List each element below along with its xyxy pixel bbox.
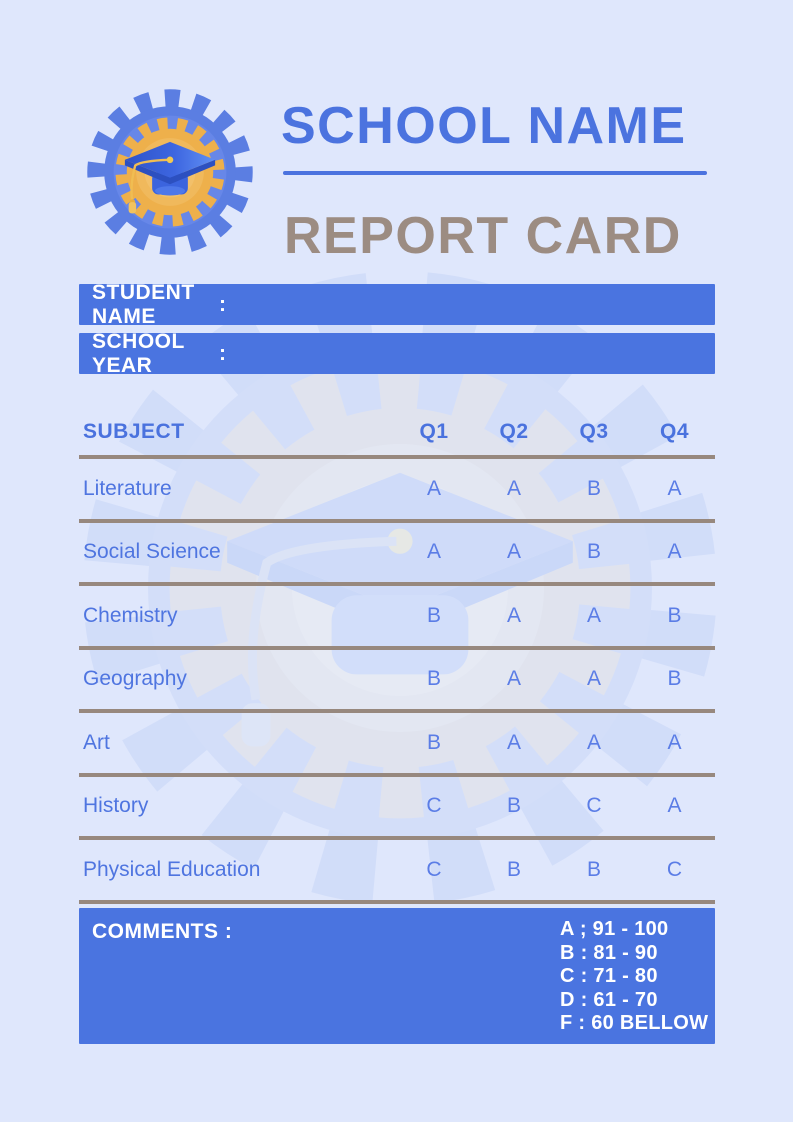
comments-input[interactable] [92, 950, 545, 1034]
grade-cell: B [506, 857, 521, 881]
grade-cell: B [586, 540, 601, 564]
grading-scale-line-b: B : 81 - 90 [560, 941, 658, 964]
column-header-q1: Q1 [419, 419, 449, 443]
grade-cell: A [667, 730, 682, 754]
grading-scale [560, 918, 710, 1036]
grades-table [79, 408, 715, 904]
grading-scale-line-d: D : 61 - 70 [560, 988, 658, 1011]
subject-name: Chemistry [83, 603, 178, 627]
grade-cell: A [667, 476, 682, 500]
school-year-label: SCHOOL YEAR [92, 329, 185, 377]
grading-scale-line-c: C : 71 - 80 [560, 965, 658, 987]
school-logo gear-graduation-cap-icon [76, 78, 264, 266]
grade-cell: A [426, 540, 441, 564]
subject-name: Social Science [83, 540, 221, 564]
grade-cell: A [506, 540, 521, 564]
school-name-title: SCHOOL NAME [281, 97, 687, 155]
subject-name: History [83, 794, 149, 818]
student-name-field [79, 280, 715, 328]
grade-cell: A [506, 476, 521, 500]
column-header-q2: Q2 [499, 419, 529, 443]
column-header-q4: Q4 [659, 419, 689, 443]
table-row [79, 646, 715, 710]
subject-name: Physical Education [83, 857, 261, 881]
report-card-title: REPORT CARD [284, 207, 682, 265]
grade-cell: C [666, 857, 683, 881]
table-row [79, 709, 715, 773]
grade-cell: B [426, 730, 441, 754]
column-header-q3: Q3 [579, 419, 609, 443]
grade-cell: A [586, 667, 601, 691]
grade-cell: A [667, 794, 682, 818]
student-name-colon: : [219, 292, 227, 316]
grade-cell: B [586, 857, 601, 881]
grade-cell: A [586, 603, 601, 627]
table-row [79, 582, 715, 646]
school-year-colon: : [219, 341, 227, 365]
table-row [79, 836, 715, 904]
table-row [79, 519, 715, 583]
comments-label: COMMENTS : [92, 920, 233, 943]
subject-name: Art [83, 730, 110, 754]
school-year-field [79, 329, 715, 377]
grade-cell: A [586, 730, 601, 754]
student-name-input[interactable] [237, 284, 716, 325]
grade-cell: B [667, 603, 682, 627]
grade-cell: B [426, 667, 441, 691]
grades-table-header [79, 408, 715, 455]
grading-scale-line-f: F : 60 BELLOW [560, 1012, 709, 1034]
grade-cell: A [506, 667, 521, 691]
grade-cell: A [667, 540, 682, 564]
grade-cell: A [426, 476, 441, 500]
title-divider [283, 171, 707, 175]
column-header-subject: SUBJECT [83, 419, 185, 443]
grade-cell: A [506, 730, 521, 754]
grade-cell: B [506, 794, 521, 818]
school-year-input[interactable] [237, 333, 716, 374]
grading-scale-line-a: A ; 91 - 100 [560, 918, 669, 940]
grade-cell: B [426, 603, 441, 627]
grade-cell: C [586, 794, 602, 818]
comments-section [79, 908, 715, 1044]
grade-cell: C [426, 857, 442, 881]
subject-name: Literature [83, 476, 172, 500]
grade-cell: B [667, 667, 682, 691]
grade-cell: C [426, 794, 442, 818]
subject-name: Geography [83, 667, 187, 691]
table-row [79, 773, 715, 837]
grade-cell: B [586, 476, 601, 500]
table-row [79, 455, 715, 519]
student-name-label: STUDENT NAME [92, 280, 195, 328]
grade-cell: A [506, 603, 521, 627]
